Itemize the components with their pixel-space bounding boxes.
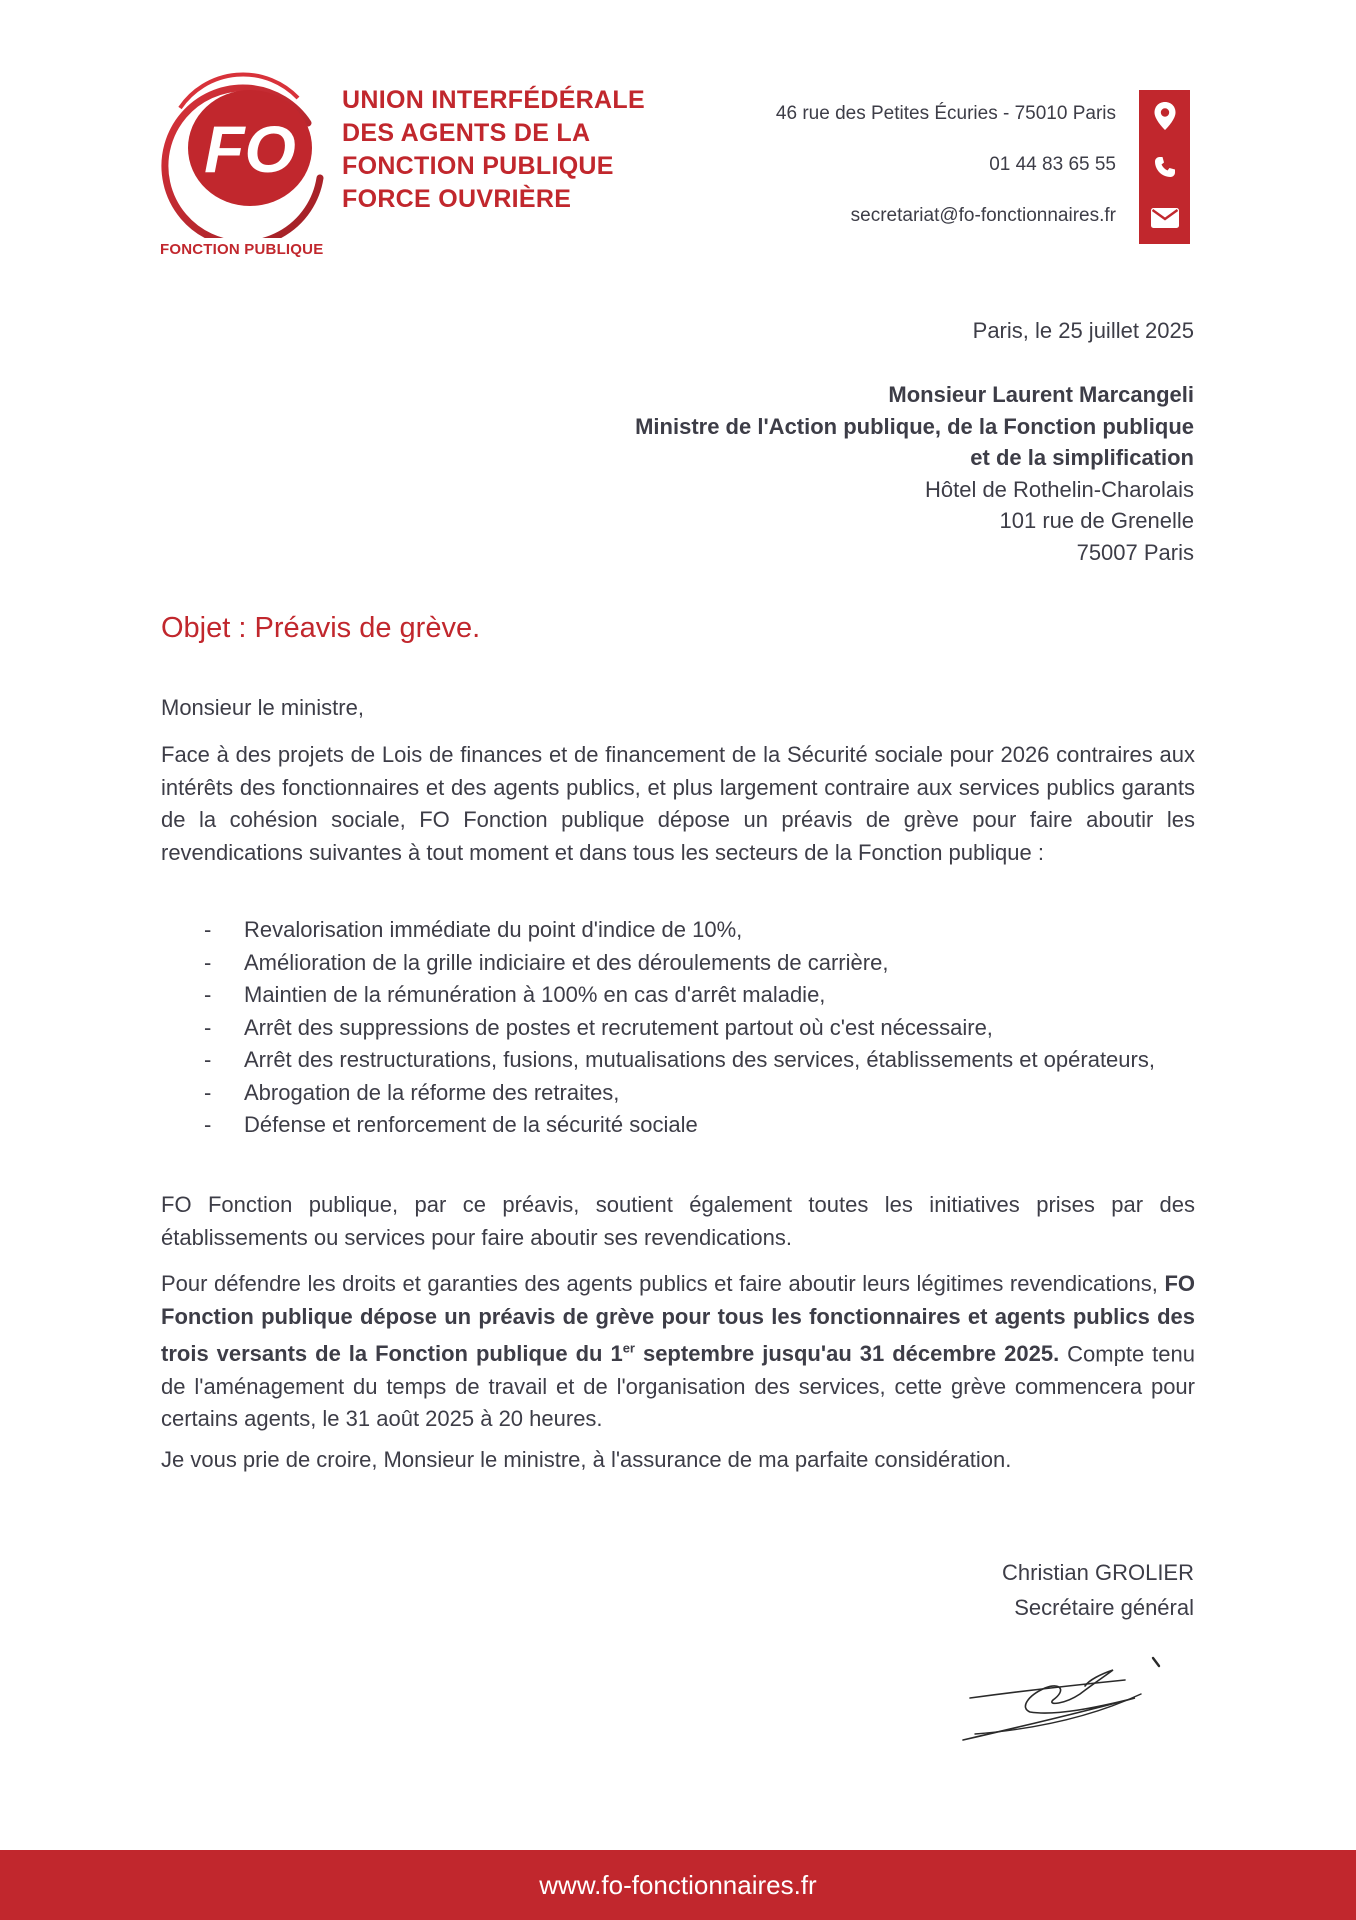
paragraph-support: FO Fonction publique, par ce préavis, soutient également toutes les initiatives prises par des établissements ou services pour faire aboutir ses revendications. bbox=[161, 1192, 1195, 1250]
signer-name: Christian GROLIER bbox=[1002, 1560, 1194, 1585]
list-item: - Revalorisation immédiate du point d'indice de 10%, bbox=[161, 914, 1195, 947]
letter-date: Paris, le 25 juillet 2025 bbox=[972, 318, 1194, 343]
phone-icon bbox=[1139, 141, 1190, 192]
signer-block bbox=[1002, 1555, 1194, 1625]
paragraph-strike-notice bbox=[161, 1268, 1195, 1436]
mail-icon bbox=[1139, 192, 1190, 243]
handwritten-signature bbox=[935, 1650, 1175, 1750]
strike-bold-sup: er bbox=[622, 1341, 635, 1356]
signer-title: Secrétaire général bbox=[1014, 1595, 1194, 1620]
logo-caption: FONCTION PUBLIQUE bbox=[160, 241, 324, 258]
strike-bold-part: FO Fonction publique dépose un préavis de grève pour tous les fonctionnaires et agents publics des trois versants de la Fonction publique du 1 bbox=[161, 1271, 1195, 1367]
recipient-building: Hôtel de Rothelin-Charolais bbox=[924, 476, 1194, 502]
letter-object: Objet : Préavis de grève. bbox=[161, 612, 481, 644]
organization-name-line: FONCTION PUBLIQUE bbox=[342, 152, 614, 180]
contact-address: 46 rue des Petites Écuries - 75010 Paris bbox=[775, 103, 1116, 124]
recipient-name: Monsieur Laurent Marcangeli bbox=[888, 382, 1194, 407]
list-item: - Arrêt des restructurations, fusions, mutualisations des services, établissements et opérateurs, bbox=[161, 1044, 1195, 1077]
list-item: - Maintien de la rémunération à 100% en cas d'arrêt maladie, bbox=[161, 979, 1195, 1012]
contact-email[interactable]: secretariat@fo-fonctionnaires.fr bbox=[850, 205, 1116, 226]
recipient-block bbox=[635, 379, 1194, 568]
closing-formula: Je vous prie de croire, Monsieur le ministre, à l'assurance de ma parfaite considération. bbox=[161, 1447, 1012, 1472]
organization-name-line: UNION INTERFÉDÉRALE bbox=[342, 86, 645, 114]
recipient-title: et de la simplification bbox=[970, 445, 1194, 470]
recipient-street: 101 rue de Grenelle bbox=[999, 508, 1194, 533]
paragraph-intro: Face à des projets de Lois de finances et de financement de la Sécurité sociale pour 2026 contraires aux intérêts des fonctionnaires et des agents publics, et plus largement contraire aux services publics garants de la cohésion sociale, FO Fonction publique dépose un préavis de grève pour faire aboutir les revendications suivantes à tout moment et dans tous les secteurs de la Fonction publique : bbox=[161, 742, 1195, 865]
strike-intro-text: Pour défendre les droits et garanties des agents publics et faire aboutir leurs légitimes revendications, bbox=[161, 1271, 1165, 1296]
footer-bar bbox=[0, 1850, 1356, 1920]
list-item: - Amélioration de la grille indiciaire et des déroulements de carrière, bbox=[161, 947, 1195, 980]
contact-phone: 01 44 83 65 55 bbox=[989, 154, 1116, 175]
demands-list bbox=[161, 914, 1195, 1142]
organization-name bbox=[342, 84, 645, 216]
list-item: - Abrogation de la réforme des retraites, bbox=[161, 1077, 1195, 1110]
fo-logo bbox=[158, 68, 328, 238]
strike-rest-text: Compte tenu de l'aménagement du temps de travail et de l'organisation des services, cette grève commencera pour certains agents, le 31 août 2025 à 20 heures. bbox=[161, 1341, 1195, 1432]
recipient-city: 75007 Paris bbox=[1076, 539, 1194, 565]
salutation: Monsieur le ministre, bbox=[161, 695, 364, 720]
svg-text:FO: FO bbox=[204, 112, 296, 186]
contact-icon-bar bbox=[1139, 90, 1190, 244]
footer-website-link[interactable]: www.fo-fonctionnaires.fr bbox=[539, 1869, 817, 1900]
organization-name-line: FORCE OUVRIÈRE bbox=[342, 185, 572, 213]
strike-bold-part: septembre jusqu'au 31 décembre 2025. bbox=[634, 1341, 1060, 1367]
list-item: - Arrêt des suppressions de postes et recrutement partout où c'est nécessaire, bbox=[161, 1012, 1195, 1045]
list-item: - Défense et renforcement de la sécurité sociale bbox=[161, 1109, 1195, 1142]
location-pin-icon bbox=[1139, 90, 1190, 141]
recipient-title: Ministre de l'Action publique, de la Fonction publique bbox=[635, 413, 1194, 439]
organization-name-line: DES AGENTS DE LA bbox=[342, 119, 591, 147]
